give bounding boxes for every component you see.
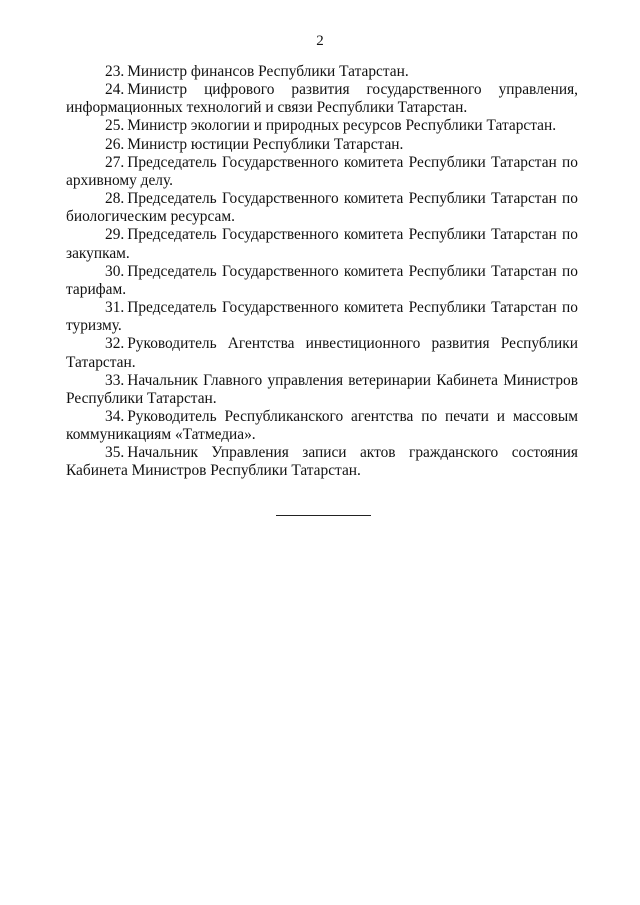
- item-number: 32.: [105, 335, 125, 353]
- item-number: 23.: [105, 63, 125, 80]
- list-item: [66, 299, 578, 335]
- item-text: Председатель Государственного комитета Республики Татарстан по тарифам.: [66, 262, 578, 298]
- list-item: [66, 136, 578, 154]
- list-item: [66, 226, 578, 262]
- list-item: [66, 335, 578, 371]
- list-item: [66, 408, 578, 444]
- item-text: Председатель Государственного комитета Республики Татарстан по закупкам.: [66, 226, 578, 262]
- item-text: Председатель Государственного комитета Республики Татарстан по биологическим ресурсам.: [66, 190, 578, 226]
- item-number: 29.: [105, 226, 125, 244]
- list-item: [66, 81, 578, 117]
- list-item: [66, 117, 578, 135]
- item-text: Начальник Главного управления ветеринарии Кабинета Министров Республики Татарстан.: [66, 371, 578, 407]
- page-number: 2: [316, 33, 324, 49]
- list-item: [66, 263, 578, 299]
- item-text: Руководитель Республиканского агентства по печати и массовым коммуникациям «Татмедиа».: [66, 407, 578, 444]
- item-number: 26.: [105, 135, 125, 153]
- list-item: [66, 190, 578, 226]
- item-number: 33.: [105, 371, 125, 389]
- item-number: 28.: [105, 190, 125, 208]
- item-text: Министр экологии и природных ресурсов Республики Татарстан.: [127, 117, 557, 135]
- end-of-document-rule: [276, 515, 371, 516]
- item-text: Министр цифрового развития государственного управления, информационных технологий и связи Республики Татарстан.: [66, 81, 578, 117]
- item-text: Министр юстиции Республики Татарстан.: [127, 135, 404, 153]
- item-number: 35.: [105, 444, 125, 462]
- item-text: Министр финансов Республики Татарстан.: [127, 63, 409, 80]
- item-number: 24.: [105, 81, 125, 99]
- document-body: [66, 63, 578, 481]
- item-number: 27.: [105, 153, 125, 171]
- list-item: [66, 372, 578, 408]
- list-item: [66, 444, 578, 480]
- item-number: 25.: [105, 117, 125, 135]
- item-number: 30.: [105, 262, 125, 280]
- list-item: [66, 63, 578, 81]
- list-item: [66, 154, 578, 190]
- item-text: Председатель Государственного комитета Республики Татарстан по туризму.: [66, 299, 578, 335]
- item-number: 34.: [105, 407, 125, 425]
- item-text: Начальник Управления записи актов гражданского состояния Кабинета Министров Республики Татарстан.: [66, 444, 578, 480]
- item-text: Руководитель Агентства инвестиционного развития Республики Татарстан.: [66, 335, 578, 371]
- item-number: 31.: [105, 299, 125, 317]
- item-text: Председатель Государственного комитета Республики Татарстан по архивному делу.: [66, 153, 578, 189]
